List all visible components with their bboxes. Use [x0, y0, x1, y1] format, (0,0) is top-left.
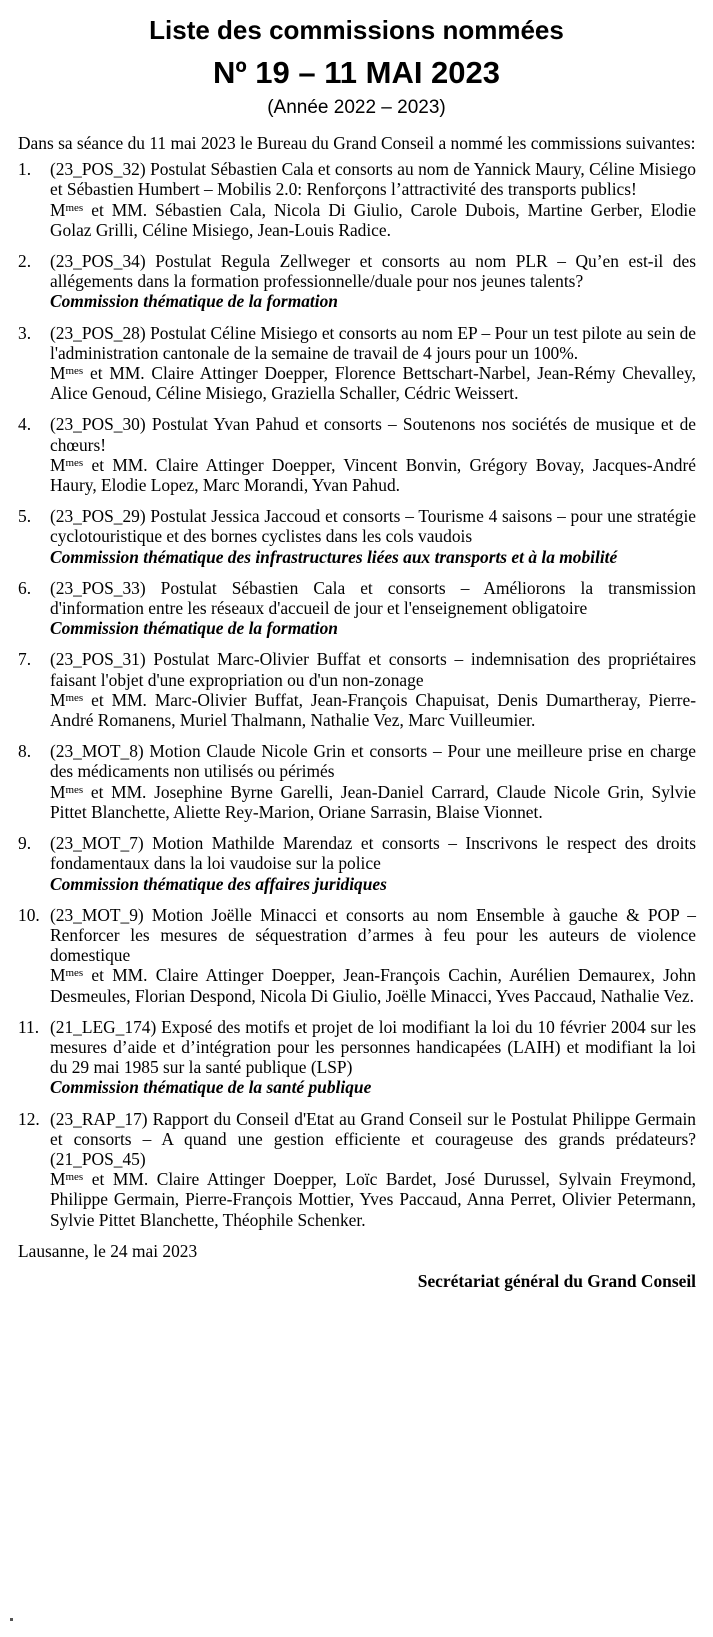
signature: Secrétariat général du Grand Conseil [417, 1270, 696, 1291]
item-content [50, 506, 696, 567]
item-text: (23_POS_28) Postulat Céline Misiego et consorts au nom EP – Pour un test pilote au sein de l'administration cantonale de la semaine de travail de 4 jours pour un 100%. [50, 322, 696, 363]
item-text: (23_POS_32) Postulat Sébastien Cala et consorts au nom de Yannick Maury, Céline Misiego et Sébastien Humbert – Mobilis 2.0: Renforçons l’attractivité des transports publics! [50, 159, 696, 200]
item-members [50, 363, 696, 403]
members-names: et MM. Josephine Byrne Garelli, Jean-Daniel Carrard, Claude Nicole Grin, Sylvie Pittet Blanchette, Aliette Rey-Marion, Oriane Sarrasin, Blaise Vionnet. [50, 781, 696, 822]
list-item [18, 1109, 696, 1230]
list-item [18, 833, 696, 894]
item-commission: Commission thématique des infrastructures liées aux transports et à la mobilité [50, 546, 618, 567]
members-prefix: M [50, 965, 66, 986]
item-content [50, 649, 696, 730]
item-members [50, 782, 696, 822]
list-item [18, 506, 696, 567]
item-text: (23_POS_33) Postulat Sébastien Cala et consorts – Améliorons la transmission d'information entre les réseaux d'accueil de jour et l'enseignement obligatoire [50, 577, 696, 619]
document-body [18, 133, 696, 1291]
members-superscript: mes [65, 967, 84, 980]
item-text: (23_MOT_7) Motion Mathilde Marendaz et consorts – Inscrivons le respect des droits fondamentaux dans la loi vaudoise sur la police [50, 833, 696, 874]
members-names: et MM. Sébastien Cala, Nicola Di Giulio, Carole Dubois, Martine Gerber, Elodie Golaz Grilli, Céline Misiego, Jean-Louis Radice. [50, 199, 696, 240]
intro-paragraph: Dans sa séance du 11 mai 2023 le Bureau du Grand Conseil a nommé les commissions suivantes: [18, 133, 696, 153]
list-item [18, 414, 696, 495]
item-number: 8. [18, 741, 32, 762]
item-content [50, 905, 696, 1006]
commission-list [18, 159, 696, 1230]
members-prefix: M [50, 199, 66, 220]
item-text: (23_MOT_9) Motion Joëlle Minacci et consorts au nom Ensemble à gauche & POP – Renforcer les mesures de séquestration d’armes à feu pour les auteurs de violence domestique [50, 904, 696, 966]
item-members [50, 965, 696, 1005]
list-item [18, 578, 696, 639]
item-number: 11. [18, 1016, 40, 1037]
item-text: (23_RAP_17) Rapport du Conseil d'Etat au Grand Conseil sur le Postulat Philippe Germain et consorts – A quand une gestion efficiente et courageuse des grands prédateurs? (21_POS_45) [50, 1108, 696, 1169]
item-content [50, 323, 696, 404]
list-item [18, 1017, 696, 1098]
place-date: Lausanne, le 24 mai 2023 [18, 1240, 198, 1261]
members-superscript: mes [65, 456, 84, 469]
list-item [18, 649, 696, 730]
item-text: (23_MOT_8) Motion Claude Nicole Grin et consorts – Pour une meilleure prise en charge des médicaments non utilisés ou périmés [50, 741, 696, 782]
item-content [50, 1109, 696, 1230]
document-year: (Année 2022 – 2023) [267, 97, 446, 118]
members-prefix: M [50, 454, 66, 475]
document-title: Liste des commissions nommées [149, 15, 564, 45]
item-members [50, 455, 696, 495]
item-members [50, 690, 696, 730]
item-number: 7. [18, 649, 32, 670]
members-superscript: mes [65, 365, 84, 378]
members-names: et MM. Claire Attinger Doepper, Loïc Bardet, José Durussel, Sylvain Freymond, Philippe Germain, Pierre-François Mottier, Yves Paccaud, Anna Perret, Olivier Petermann, Sylvie Pittet Blanchette, Théophile Schenker. [50, 1169, 696, 1230]
item-text: (23_POS_31) Postulat Marc-Olivier Buffat et consorts – indemnisation des propriétaires faisant l'objet d'une expropriation ou d'un non-zonage [50, 649, 696, 690]
members-names: et MM. Claire Attinger Doepper, Vincent Bonvin, Grégory Bovay, Jacques-André Haury, Elodie Lopez, Marc Morandi, Yvan Pahud. [50, 454, 696, 496]
item-commission: Commission thématique de la formation [50, 618, 338, 639]
members-superscript: mes [65, 691, 84, 704]
members-prefix: M [50, 689, 66, 710]
item-commission: Commission thématique de la formation [50, 291, 338, 312]
members-names: et MM. Claire Attinger Doepper, Jean-François Cachin, Aurélien Demaurex, John Desmeules, Florian Despond, Nicola Di Giulio, Joëlle Minacci, Yves Paccaud, Nathalie Vez. [50, 965, 696, 1006]
item-number: 4. [18, 414, 32, 435]
list-item [18, 905, 696, 1006]
members-superscript: mes [65, 201, 84, 214]
item-commission: Commission thématique de la santé publique [50, 1077, 372, 1098]
item-number: 6. [18, 577, 32, 598]
item-text: (23_POS_30) Postulat Yvan Pahud et consorts – Soutenons nos sociétés de musique et de chœurs! [50, 414, 696, 455]
item-number: 5. [18, 506, 32, 527]
item-number: 3. [18, 322, 32, 343]
members-names: et MM. Marc-Olivier Buffat, Jean-François Chapuisat, Denis Dumartheray, Pierre-André Romanens, Muriel Thalmann, Nathalie Vez, Marc Vuilleumier. [50, 689, 696, 731]
item-number: 1. [18, 159, 32, 180]
members-superscript: mes [65, 1171, 84, 1184]
item-members [50, 200, 696, 240]
item-content [50, 414, 696, 495]
members-prefix: M [50, 363, 66, 384]
list-item [18, 741, 696, 822]
item-number: 10. [18, 904, 40, 925]
list-item [18, 323, 696, 404]
members-prefix: M [50, 781, 66, 802]
item-number: 2. [18, 251, 32, 272]
list-item [18, 159, 696, 240]
item-number: 9. [18, 833, 32, 854]
item-text: (23_POS_29) Postulat Jessica Jaccoud et consorts – Tourisme 4 saisons – pour une stratégie cyclotouristique et des bornes cyclistes dans les cols vaudois [50, 506, 696, 547]
item-content [50, 159, 696, 240]
page-mark [10, 1618, 13, 1621]
members-prefix: M [50, 1169, 66, 1190]
item-content [50, 833, 696, 894]
document-number: Nº 19 – 11 MAI 2023 [212, 55, 501, 90]
item-text: (21_LEG_174) Exposé des motifs et projet de loi modifiant la loi du 10 février 2004 sur les mesures d’aide et d’intégration pour les personnes handicapées (LAIH) et modifiant la loi du 29 mai 1985 sur la santé publique (LSP) [50, 1016, 696, 1078]
list-item [18, 251, 696, 312]
item-content [50, 578, 696, 639]
members-superscript: mes [65, 783, 84, 796]
item-members [50, 1169, 696, 1230]
item-number: 12. [18, 1108, 40, 1129]
item-content [50, 1017, 696, 1098]
item-text: (23_POS_34) Postulat Regula Zellweger et consorts au nom PLR – Qu’en est-il des allégements dans la formation professionnelle/duale pour nos jeunes talents? [50, 251, 696, 292]
item-content [50, 251, 696, 312]
members-names: et MM. Claire Attinger Doepper, Florence Bettschart-Narbel, Jean-Rémy Chevalley, Alice Genoud, Céline Misiego, Graziella Schaller, Cédric Weissert. [50, 363, 696, 404]
item-commission: Commission thématique des affaires juridiques [50, 873, 387, 894]
item-content [50, 741, 696, 822]
